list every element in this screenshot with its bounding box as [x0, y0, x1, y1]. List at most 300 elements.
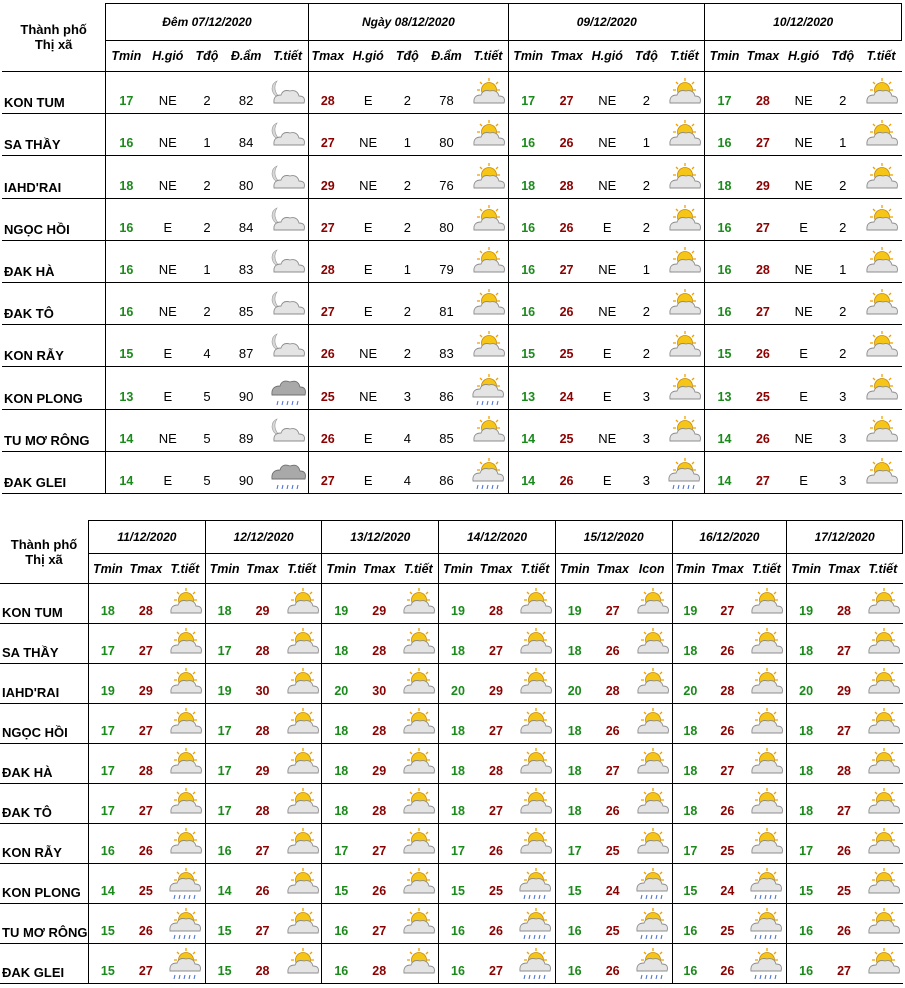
cell-tmin: 18 [787, 744, 825, 784]
cell-hgi: NE [782, 282, 825, 324]
cell-tmin: 18 [439, 624, 477, 664]
date-group-header: 09/12/2020 [509, 4, 705, 41]
cell-m: 79 [425, 240, 468, 282]
cell-tmax: 25 [477, 864, 515, 904]
cell-tmax: 25 [825, 864, 863, 904]
weather-icon [398, 864, 438, 904]
cell-tmin: 18 [672, 744, 708, 784]
cell-hgi: E [347, 72, 390, 114]
weather-icon [282, 704, 322, 744]
cell-tmin: 16 [322, 944, 360, 984]
column-header: Tmax [360, 554, 398, 584]
weather-icon [515, 864, 555, 904]
weather-icon [267, 409, 308, 451]
cell-tmin: 14 [89, 864, 127, 904]
cell-tmin: 17 [787, 824, 825, 864]
cell-tmax: 27 [127, 704, 165, 744]
cell-tmin: 18 [322, 624, 360, 664]
cell-tmin: 20 [787, 664, 825, 704]
cell-tmin: 20 [672, 664, 708, 704]
cell-hgi: NE [782, 409, 825, 451]
cell-hgi: NE [146, 282, 189, 324]
weather-icon [282, 904, 322, 944]
cell-tmax: 28 [127, 744, 165, 784]
weather-icon [632, 944, 672, 984]
column-header: Tmax [308, 41, 347, 72]
cell-tmin: 17 [205, 744, 243, 784]
cell-tmax: 27 [708, 584, 746, 624]
cell-tmax: 25 [708, 904, 746, 944]
column-header: Tmin [89, 554, 127, 584]
cell-tmax: 27 [308, 451, 347, 493]
weather-icon [863, 864, 902, 904]
cell-tmax: 26 [547, 451, 586, 493]
cell-tmin: 17 [89, 784, 127, 824]
weather-icon [282, 944, 322, 984]
column-header: T.tiết [861, 41, 902, 72]
weather-icon [861, 409, 902, 451]
cell-tmin: 17 [89, 624, 127, 664]
weather-icon [468, 240, 509, 282]
cell-t: 3 [390, 367, 426, 409]
city-header-line1: Thành phố [20, 22, 87, 38]
column-header: Tđộ [629, 41, 665, 72]
weather-icon [863, 944, 902, 984]
cell-tmax: 28 [360, 624, 398, 664]
cell-tmax: 27 [127, 624, 165, 664]
weather-icon [632, 864, 672, 904]
cell-tmax: 28 [127, 584, 165, 624]
cell-t: 2 [629, 198, 665, 240]
cell-tmin: 15 [205, 904, 243, 944]
weather-icon [282, 624, 322, 664]
city-header-line1: Thành phố [10, 536, 78, 552]
cell-tmax: 28 [308, 240, 347, 282]
cell-t: 2 [825, 282, 861, 324]
city-name: KON TUM [0, 584, 89, 624]
weather-icon [632, 584, 672, 624]
cell-tmax: 26 [825, 904, 863, 944]
weather-icon [398, 704, 438, 744]
cell-tmax: 28 [243, 944, 281, 984]
column-header: T.tiết [468, 41, 509, 72]
cell-tmax: 28 [825, 744, 863, 784]
cell-t: 2 [189, 72, 225, 114]
cell-m: 87 [225, 325, 268, 367]
cell-m: 84 [225, 114, 268, 156]
cell-tmax: 28 [477, 584, 515, 624]
weather-icon [282, 824, 322, 864]
cell-m: 78 [425, 72, 468, 114]
cell-tmax: 27 [744, 451, 783, 493]
cell-m: 86 [425, 367, 468, 409]
cell-tmax: 28 [708, 664, 746, 704]
weather-icon [515, 904, 555, 944]
cell-tmax: 27 [477, 704, 515, 744]
cell-hgi: NE [586, 282, 629, 324]
cell-tmin: 19 [439, 584, 477, 624]
column-header: H.gió [586, 41, 629, 72]
cell-tmax: 29 [308, 156, 347, 198]
cell-t: 1 [189, 240, 225, 282]
cell-t: 1 [629, 114, 665, 156]
weather-icon [267, 198, 308, 240]
cell-t: 2 [825, 325, 861, 367]
cell-tmax: 26 [308, 409, 347, 451]
column-header: Tmax [243, 554, 281, 584]
cell-tmin: 15 [89, 904, 127, 944]
city-name: IAHD'RAI [2, 156, 106, 198]
cell-tmin: 16 [439, 944, 477, 984]
cell-tmax: 28 [360, 944, 398, 984]
weather-icon [746, 904, 786, 944]
forecast-table-2 [0, 520, 903, 984]
cell-m: 80 [225, 156, 268, 198]
weather-icon [398, 584, 438, 624]
cell-tmax: 28 [308, 72, 347, 114]
cell-hgi: NE [146, 156, 189, 198]
weather-icon [282, 664, 322, 704]
weather-icon [861, 72, 902, 114]
cell-tmin: 14 [509, 451, 548, 493]
cell-tmin: 18 [555, 784, 593, 824]
date-group-header: 16/12/2020 [672, 521, 787, 554]
cell-tmax: 28 [594, 664, 632, 704]
city-name: SA THẦY [0, 624, 89, 664]
city-name: IAHD'RAI [0, 664, 89, 704]
cell-tmax: 27 [547, 72, 586, 114]
weather-icon [282, 584, 322, 624]
cell-tmin: 16 [787, 944, 825, 984]
cell-t: 2 [390, 325, 426, 367]
weather-icon [468, 114, 509, 156]
cell-tmax: 25 [708, 824, 746, 864]
cell-tmin: 19 [555, 584, 593, 624]
cell-tmax: 25 [308, 367, 347, 409]
cell-tmin: 15 [439, 864, 477, 904]
cell-tmin: 18 [322, 784, 360, 824]
city-name: SA THẦY [2, 114, 106, 156]
column-header: T.tiết [398, 554, 438, 584]
city-header-line2: Thị xã [25, 551, 63, 567]
weather-icon [515, 744, 555, 784]
cell-tmax: 26 [547, 114, 586, 156]
cell-tmax: 27 [825, 784, 863, 824]
cell-t: 2 [189, 156, 225, 198]
weather-icon [664, 325, 705, 367]
cell-tmin: 16 [705, 282, 744, 324]
cell-tmax: 28 [360, 704, 398, 744]
column-header: T.tiết [664, 41, 705, 72]
cell-tmin: 15 [672, 864, 708, 904]
cell-tmin: 19 [672, 584, 708, 624]
cell-hgi: NE [347, 156, 390, 198]
date-group-header: 14/12/2020 [439, 521, 556, 554]
cell-tmin: 18 [106, 156, 147, 198]
cell-m: 80 [425, 198, 468, 240]
cell-hgi: NE [347, 367, 390, 409]
cell-tmax: 27 [744, 114, 783, 156]
cell-tmax: 26 [708, 704, 746, 744]
weather-icon [267, 367, 308, 409]
column-header: Tmax [708, 554, 746, 584]
weather-icon [664, 156, 705, 198]
weather-icon [863, 784, 902, 824]
weather-icon [863, 704, 902, 744]
weather-icon [746, 784, 786, 824]
cell-tmin: 20 [322, 664, 360, 704]
weather-icon [468, 156, 509, 198]
cell-tmin: 15 [509, 325, 548, 367]
cell-m: 83 [225, 240, 268, 282]
cell-tmax: 26 [708, 944, 746, 984]
column-header: H.gió [782, 41, 825, 72]
cell-tmax: 25 [127, 864, 165, 904]
cell-tmin: 16 [106, 240, 147, 282]
weather-icon [165, 624, 205, 664]
cell-tmax: 27 [360, 904, 398, 944]
cell-tmax: 26 [744, 409, 783, 451]
cell-tmin: 16 [555, 944, 593, 984]
cell-tmax: 27 [477, 944, 515, 984]
city-name: ĐAK GLEI [0, 944, 89, 984]
cell-tmin: 20 [555, 664, 593, 704]
cell-hgi: E [586, 451, 629, 493]
cell-tmax: 27 [308, 282, 347, 324]
weather-icon [861, 240, 902, 282]
cell-m: 76 [425, 156, 468, 198]
cell-tmax: 30 [360, 664, 398, 704]
cell-tmin: 18 [205, 584, 243, 624]
cell-hgi: NE [347, 114, 390, 156]
cell-tmax: 27 [825, 624, 863, 664]
cell-tmin: 18 [439, 704, 477, 744]
cell-m: 85 [225, 282, 268, 324]
cell-hgi: NE [586, 72, 629, 114]
cell-tmin: 18 [322, 744, 360, 784]
cell-tmin: 16 [322, 904, 360, 944]
cell-tmin: 18 [509, 156, 548, 198]
cell-tmax: 26 [594, 704, 632, 744]
cell-tmin: 17 [205, 784, 243, 824]
cell-tmin: 18 [555, 744, 593, 784]
cell-t: 2 [629, 72, 665, 114]
cell-tmax: 28 [243, 784, 281, 824]
city-name: TU MƠ RÔNG [0, 904, 89, 944]
weather-icon [746, 584, 786, 624]
weather-icon [632, 664, 672, 704]
weather-icon [515, 664, 555, 704]
cell-tmax: 27 [477, 624, 515, 664]
cell-tmin: 18 [322, 704, 360, 744]
cell-tmax: 29 [127, 664, 165, 704]
cell-tmin: 16 [555, 904, 593, 944]
cell-t: 3 [825, 409, 861, 451]
weather-icon [664, 72, 705, 114]
column-header: T.tiết [267, 41, 308, 72]
cell-hgi: NE [586, 114, 629, 156]
cell-t: 2 [825, 156, 861, 198]
cell-tmax: 26 [708, 624, 746, 664]
cell-tmax: 24 [547, 367, 586, 409]
cell-tmin: 18 [555, 704, 593, 744]
column-header: Tmin [205, 554, 243, 584]
column-header: Đ.ẩm [425, 41, 468, 72]
cell-tmin: 14 [106, 451, 147, 493]
cell-tmin: 18 [787, 704, 825, 744]
weather-icon [468, 282, 509, 324]
cell-tmax: 27 [547, 240, 586, 282]
cell-tmax: 27 [243, 904, 281, 944]
cell-tmax: 29 [360, 584, 398, 624]
cell-tmax: 29 [243, 744, 281, 784]
column-header: Tmax [594, 554, 632, 584]
cell-tmax: 28 [360, 784, 398, 824]
cell-hgi: NE [782, 72, 825, 114]
weather-icon [468, 451, 509, 493]
cell-tmax: 26 [477, 904, 515, 944]
cell-tmax: 27 [825, 944, 863, 984]
weather-icon [282, 864, 322, 904]
weather-icon [267, 156, 308, 198]
cell-m: 89 [225, 409, 268, 451]
weather-icon [861, 367, 902, 409]
cell-tmin: 16 [705, 114, 744, 156]
cell-hgi: E [146, 451, 189, 493]
cell-hgi: E [586, 367, 629, 409]
weather-icon [861, 114, 902, 156]
cell-tmax: 27 [708, 744, 746, 784]
cell-t: 2 [390, 198, 426, 240]
cell-tmin: 17 [89, 744, 127, 784]
cell-tmin: 18 [89, 584, 127, 624]
city-name: KON RẪY [2, 325, 106, 367]
cell-hgi: E [146, 367, 189, 409]
cell-tmax: 28 [243, 704, 281, 744]
weather-icon [632, 824, 672, 864]
cell-m: 90 [225, 451, 268, 493]
cell-t: 2 [629, 325, 665, 367]
cell-tmax: 26 [547, 282, 586, 324]
cell-tmin: 15 [106, 325, 147, 367]
cell-hgi: NE [146, 114, 189, 156]
city-name: ĐAK HÀ [0, 744, 89, 784]
cell-tmin: 16 [705, 240, 744, 282]
city-header-line2: Thị xã [34, 37, 73, 53]
cell-tmin: 14 [106, 409, 147, 451]
cell-hgi: E [782, 198, 825, 240]
column-header: Tmin [509, 41, 548, 72]
weather-icon [267, 282, 308, 324]
cell-t: 1 [189, 114, 225, 156]
cell-tmax: 27 [243, 824, 281, 864]
date-group-header: Ngày 08/12/2020 [308, 4, 508, 41]
cell-tmax: 28 [547, 156, 586, 198]
cell-t: 4 [189, 325, 225, 367]
weather-icon [398, 944, 438, 984]
weather-icon [861, 198, 902, 240]
cell-m: 84 [225, 198, 268, 240]
cell-tmax: 28 [825, 584, 863, 624]
cell-t: 3 [825, 451, 861, 493]
weather-icon [664, 409, 705, 451]
weather-icon [165, 704, 205, 744]
cell-tmin: 15 [705, 325, 744, 367]
cell-tmin: 19 [787, 584, 825, 624]
cell-tmin: 18 [787, 624, 825, 664]
date-group-header: 15/12/2020 [555, 521, 672, 554]
city-name: TU MƠ RÔNG [2, 409, 106, 451]
cell-tmin: 20 [439, 664, 477, 704]
cell-tmax: 25 [547, 409, 586, 451]
cell-tmin: 16 [89, 824, 127, 864]
weather-icon [861, 325, 902, 367]
weather-icon [632, 624, 672, 664]
weather-icon [398, 784, 438, 824]
cell-t: 3 [825, 367, 861, 409]
cell-tmax: 25 [547, 325, 586, 367]
cell-tmax: 27 [744, 198, 783, 240]
cell-tmin: 13 [705, 367, 744, 409]
date-group-header: 11/12/2020 [89, 521, 206, 554]
city-name: KON RẪY [0, 824, 89, 864]
city-name: KON PLONG [2, 367, 106, 409]
cell-tmax: 27 [127, 944, 165, 984]
cell-tmin: 17 [322, 824, 360, 864]
cell-tmin: 18 [672, 624, 708, 664]
cell-tmax: 26 [825, 824, 863, 864]
cell-tmax: 28 [744, 72, 783, 114]
weather-icon [863, 824, 902, 864]
cell-hgi: E [782, 367, 825, 409]
cell-t: 3 [629, 409, 665, 451]
cell-tmax: 26 [477, 824, 515, 864]
cell-tmax: 27 [744, 282, 783, 324]
weather-icon [861, 156, 902, 198]
cell-tmax: 26 [308, 325, 347, 367]
cell-tmin: 18 [672, 704, 708, 744]
column-header: Tmin [672, 554, 708, 584]
cell-tmin: 17 [106, 72, 147, 114]
cell-tmin: 16 [106, 198, 147, 240]
weather-icon [267, 114, 308, 156]
cell-tmin: 17 [89, 704, 127, 744]
cell-tmax: 26 [594, 944, 632, 984]
weather-icon [165, 744, 205, 784]
cell-m: 90 [225, 367, 268, 409]
cell-hgi: E [782, 325, 825, 367]
cell-tmax: 26 [744, 325, 783, 367]
cell-tmax: 29 [477, 664, 515, 704]
weather-icon [746, 744, 786, 784]
weather-icon [468, 72, 509, 114]
cell-tmin: 16 [439, 904, 477, 944]
cell-t: 2 [825, 72, 861, 114]
weather-icon [282, 784, 322, 824]
cell-tmax: 25 [594, 904, 632, 944]
cell-tmin: 19 [89, 664, 127, 704]
cell-t: 2 [629, 282, 665, 324]
weather-icon [398, 824, 438, 864]
weather-icon [165, 664, 205, 704]
column-header: Tmax [825, 554, 863, 584]
cell-tmin: 16 [672, 904, 708, 944]
column-header: T.tiết [863, 554, 902, 584]
cell-tmin: 17 [672, 824, 708, 864]
city-header [0, 521, 89, 584]
cell-t: 2 [189, 198, 225, 240]
weather-icon [861, 282, 902, 324]
